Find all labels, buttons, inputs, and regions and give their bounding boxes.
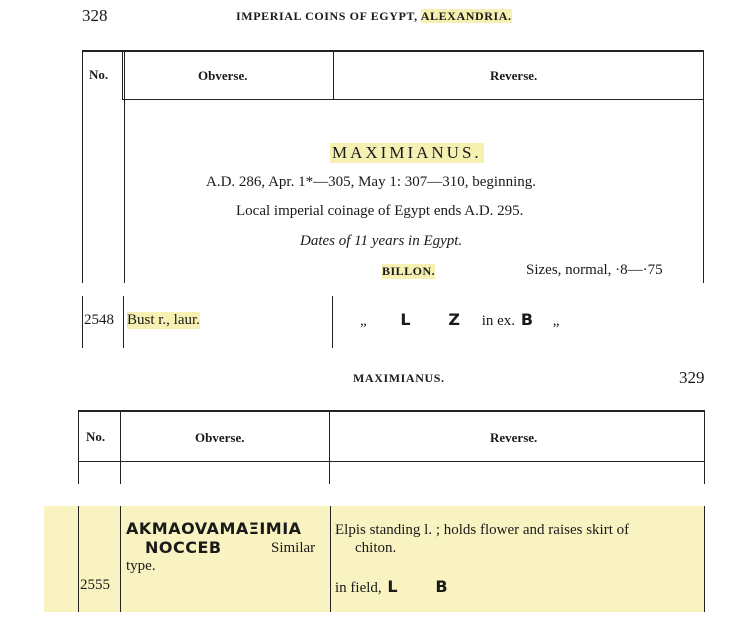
row2555-left-border [78, 506, 79, 612]
entry-number-2548: 2548 [84, 312, 114, 328]
obverse-type: type. [126, 558, 156, 574]
ditto-mark-close: „ [552, 313, 560, 329]
running-head-prefix: IMPERIAL COINS OF EGYPT, [236, 9, 418, 23]
note-dates-years: Dates of 11 years in Egypt. [300, 233, 463, 249]
obverse-legend-line-2: NOCCEB [145, 538, 222, 557]
metal-label: BILLON. [382, 264, 436, 278]
reverse-field [335, 577, 448, 597]
reverse-description-line-1: Elpis standing l. ; holds flower and raises skirt of [335, 522, 630, 538]
col2-header-no: No. [86, 429, 106, 444]
reverse-in-ex: in ex. [481, 313, 516, 329]
sizes-note: Sizes, normal, ·8—·75 [526, 262, 663, 278]
table-right-border [703, 50, 704, 283]
col2-header-reverse: Reverse. [490, 430, 538, 445]
section-title: MAXIMIANUS. [332, 143, 482, 162]
note-local-coinage: Local imperial coinage of Egypt ends A.D. 295. [236, 203, 524, 219]
col-header-reverse: Reverse. [490, 68, 538, 83]
running-head-highlight: ALEXANDRIA. [420, 9, 512, 23]
row2548-left-border [82, 296, 83, 348]
entry-obverse-2548: Bust r., laur. [127, 312, 200, 328]
field-letter-L: L [387, 577, 398, 596]
table-no-divider-2 [124, 50, 125, 283]
entry-number-2555: 2555 [80, 577, 110, 593]
row2555-right-border [704, 506, 705, 612]
table2-left-border [78, 410, 79, 484]
table-left-border [82, 50, 83, 283]
row2548-obverse-divider [332, 296, 333, 348]
reign-dates: A.D. 286, Apr. 1*—305, May 1: 307—310, beginning. [206, 174, 536, 190]
reverse-letter-Z: Z [448, 310, 460, 329]
col-header-no: No. [89, 67, 109, 82]
table-header-rule [122, 99, 704, 100]
reverse-letter-B: B [520, 310, 534, 329]
fragment-gap-3 [0, 484, 743, 506]
entry-reverse-2548 [360, 310, 559, 330]
page-number-right: 329 [679, 368, 705, 387]
row2548-no-divider [123, 296, 124, 348]
fragment-gap-2 [0, 348, 743, 358]
col2-header-obverse: Obverse. [195, 430, 245, 445]
ditto-mark-open: „ [360, 313, 367, 329]
reverse-letter-L: L [400, 310, 411, 329]
row2555-no-divider [120, 506, 121, 612]
running-head-top [236, 9, 512, 24]
page-number-left: 328 [82, 6, 108, 25]
reverse-field-label: in field, [335, 580, 382, 596]
table2-header-rule [78, 461, 704, 462]
col-header-obverse: Obverse. [198, 68, 248, 83]
table2-right-border [704, 410, 705, 484]
table2-no-divider [120, 410, 121, 484]
table-no-divider [122, 50, 123, 100]
row2555-obverse-divider [330, 506, 331, 612]
table2-obverse-divider [329, 410, 330, 484]
table2-top-rule [78, 410, 704, 412]
field-letter-B: B [435, 577, 448, 596]
obverse-legend-line-1: AKMAOVAMAΞIMIA [126, 519, 302, 538]
fragment-gap-1 [0, 284, 743, 296]
reverse-description-line-2: chiton. [355, 540, 397, 556]
table-obverse-divider [333, 50, 334, 100]
running-head-bottom: MAXIMIANUS. [353, 371, 445, 385]
obverse-similar: Similar [271, 540, 316, 556]
table-top-rule [82, 50, 704, 52]
